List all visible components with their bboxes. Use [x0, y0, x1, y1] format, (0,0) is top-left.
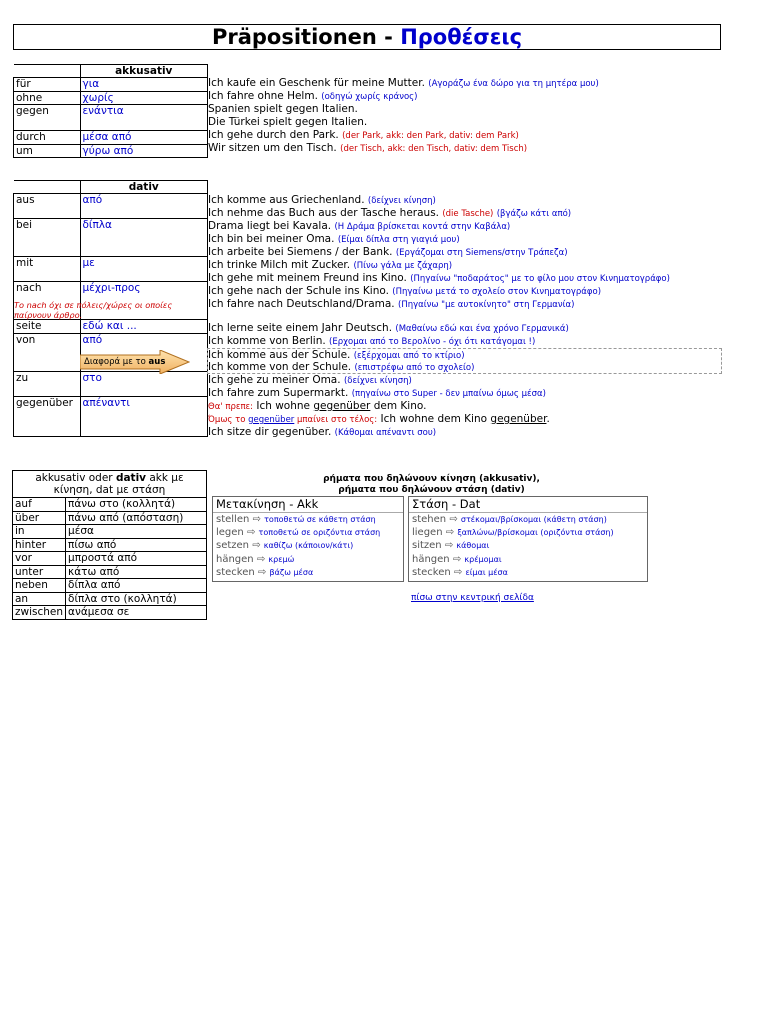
prep-translation: δίπλα στο (κολλητά)	[66, 592, 207, 606]
prep-translation: ανάμεσα σε	[66, 606, 207, 620]
prep-translation: κάτω από	[66, 565, 207, 579]
example-sentence: Θα' πρεπε: Ich wohne gegenüber dem Kino.	[208, 400, 427, 412]
example-sentence: Ich arbeite bei Siemens / der Bank. (Εργάζομαι στη Siemens/στην Τράπεζα)	[208, 246, 568, 258]
example-sentence: Ich gehe mit meinem Freund ins Kino. (Πηγαίνω "ποδαράτος" με το φίλο μου στον Κινηματογράφο)	[208, 272, 670, 284]
prep-translation: χωρίς	[80, 91, 208, 105]
example-sentence: Drama liegt bei Kavala. (Η Δράμα βρίσκεται κοντά στην Καβάλα)	[208, 220, 511, 232]
table-row: bei	[14, 219, 81, 257]
table-row: unter	[13, 565, 66, 579]
example-sentence: Ich fahre nach Deutschland/Drama. (Πηγαίνω "με αυτοκίνητο" στη Γερμανία)	[208, 298, 575, 310]
example-sentence: Ich nehme das Buch aus der Tasche heraus. (die Tasche) (βγάζω κάτι από)	[208, 207, 572, 219]
arrow-right-icon: ⇨	[445, 527, 455, 539]
table-row: seite	[14, 320, 81, 334]
list-item: hängen ⇨ κρέμομαι	[412, 553, 502, 565]
table-row: zu	[14, 371, 81, 396]
example-sentence: Ich sitze dir gegenüber. (Κάθομαι απέναντι σου)	[208, 426, 437, 438]
prep-translation: απέναντι	[80, 396, 208, 436]
example-sentence: Spanien spielt gegen Italien.	[208, 103, 358, 115]
table-row: an	[13, 592, 66, 606]
example-sentence: Ich gehe durch den Park. (der Park, akk: den Park, dativ: dem Park)	[208, 129, 519, 141]
table-row: zwischen	[13, 606, 66, 620]
akk-oder-dativ-table	[12, 470, 207, 620]
prep-translation: πίσω από	[66, 538, 207, 552]
prep-translation: στο	[80, 371, 208, 396]
example-sentence: Ich komme aus Griechenland. (δείχνει κίνηση)	[208, 194, 436, 206]
back-to-main-page-link[interactable]: πίσω στην κεντρική σελίδα	[411, 593, 534, 603]
table-row: nach	[14, 282, 81, 320]
nach-note: Το nach όχι σε πόλεις/χώρες οι οποίες παίρνουν άρθρο.	[14, 300, 173, 320]
example-sentence: Ich trinke Milch mit Zucker. (Πίνω γάλα με ζάχαρη)	[208, 259, 453, 271]
table-row: für	[14, 78, 81, 92]
table-row: über	[13, 511, 66, 525]
list-item: sitzen ⇨ κάθομαι	[412, 540, 490, 552]
page-title	[13, 24, 721, 50]
akkusativ-header: akkusativ	[80, 65, 208, 78]
arrow-right-icon: ⇨	[257, 566, 267, 578]
table-row: um	[14, 144, 81, 158]
prep-translation: πάνω από (απόσταση)	[66, 511, 207, 525]
table-row: ohne	[14, 91, 81, 105]
list-item: legen ⇨ τοποθετώ σε οριζόντια στάση	[216, 527, 381, 539]
prep-translation: γύρω από	[80, 144, 208, 158]
prep-translation: για	[80, 78, 208, 92]
prep-translation: από	[80, 194, 208, 219]
example-sentence: Ich gehe zu meiner Oma. (δείχνει κίνηση)	[208, 374, 412, 386]
arrow-right-icon: ⇨	[444, 540, 454, 552]
table-row: vor	[13, 552, 66, 566]
movement-verbs-panel	[212, 496, 404, 582]
example-sentence: Ich komme aus der Schule. (εξέρχομαι από το κτίριο)	[208, 349, 465, 361]
example-sentence: Ich komme von der Schule. (επιστρέφω από το σχολείο)	[208, 361, 475, 373]
table-row: aus	[14, 194, 81, 219]
table-row: mit	[14, 257, 81, 282]
prep-translation: ενάντια	[80, 105, 208, 131]
example-sentence: Ich komme von Berlin. (Ερχομαι από το Βερολίνο - όχι ότι κατάγομαι !)	[208, 335, 536, 347]
dativ-header: dativ	[80, 181, 208, 194]
list-item: hängen ⇨ κρεμώ	[216, 553, 295, 565]
arrow-right-icon: ⇨	[252, 514, 261, 525]
example-sentence: Wir sitzen um den Tisch. (der Tisch, akk: den Tisch, dativ: dem Tisch)	[208, 142, 528, 154]
table-row: hinter	[13, 538, 66, 552]
prep-translation: μέχρι-προς	[80, 282, 208, 320]
example-sentence: Ich kaufe ein Geschenk für meine Mutter. (Αγοράζω ένα δώρο για τη μητέρα μου)	[208, 77, 599, 89]
prep-translation: μέσα από	[80, 131, 208, 145]
example-sentence: Ich fahre zum Supermarkt. (πηγαίνω στο Super - δεν μπαίνω όμως μέσα)	[208, 387, 546, 399]
arrow-right-icon: ⇨	[449, 514, 458, 525]
example-sentence: Ich gehe nach der Schule ins Kino. (Πηγαίνω μετά το σχολείο στον Κινηματογράφο)	[208, 285, 602, 297]
list-item: stecken ⇨ είμαι μέσα	[412, 566, 508, 578]
panel-title: Στάση - Dat	[409, 497, 647, 513]
prep-translation: από	[80, 333, 208, 371]
table-row: gegen	[14, 105, 81, 131]
table-row: in	[13, 525, 66, 539]
example-sentence: Ich lerne seite einem Jahr Deutsch. (Μαθαίνω εδώ και ένα χρόνο Γερμανικά)	[208, 322, 569, 334]
prep-translation: με	[80, 257, 208, 282]
table-row: neben	[13, 579, 66, 593]
arrow-right-icon: ⇨	[246, 527, 256, 539]
table-row: von	[14, 333, 81, 371]
table-row: auf	[13, 498, 66, 512]
list-item: stehen ⇨ στέκομαι/βρίσκομαι (κάθετη στάση)	[412, 514, 607, 525]
akkusativ-table	[13, 64, 208, 158]
prep-translation: δίπλα από	[66, 579, 207, 593]
list-item: setzen ⇨ καθίζω (κάποιον/κάτι)	[216, 540, 354, 552]
example-sentence: Die Türkei spielt gegen Italien.	[208, 116, 368, 128]
panel-title: Μετακίνηση - Akk	[213, 497, 403, 513]
arrow-right-icon: ⇨	[256, 553, 266, 565]
table-row: gegenüber	[14, 396, 81, 436]
title-greek: Προθέσεις	[400, 25, 523, 49]
example-sentence: Ich fahre ohne Helm. (οδηγώ χωρίς κράνος)	[208, 90, 418, 102]
prep-translation: πάνω στο (κολλητά)	[66, 498, 207, 512]
list-item: stellen ⇨ τοποθετώ σε κάθετη στάση	[216, 514, 376, 525]
arrow-label: Διαφορά με το aus	[84, 357, 166, 367]
arrow-right-icon: ⇨	[453, 566, 463, 578]
example-sentence: Ich bin bei meiner Oma. (Είμαι δίπλα στη γιαγιά μου)	[208, 233, 460, 245]
arrow-right-icon: ⇨	[252, 540, 261, 552]
table-row: durch	[14, 131, 81, 145]
akk-oder-dativ-header: akkusativ oder dativ akk με κίνηση, dat με στάση	[13, 471, 207, 498]
verbs-heading: ρήματα που δηλώνουν κίνηση (akkusativ), ρήματα που δηλώνουν στάση (dativ)	[323, 474, 540, 495]
arrow-right-icon: ⇨	[452, 553, 462, 565]
prep-translation: εδώ και ...	[80, 320, 208, 334]
prep-translation: μέσα	[66, 525, 207, 539]
title-german: Präpositionen -	[211, 25, 401, 49]
list-item: liegen ⇨ ξαπλώνω/βρίσκομαι (οριζόντια στάση)	[412, 527, 614, 539]
prep-translation: δίπλα	[80, 219, 208, 257]
example-sentence: Όμως το gegenüber μπαίνει στο τέλος: Ich wohne dem Kino gegenüber.	[208, 413, 550, 425]
list-item: stecken ⇨ βάζω μέσα	[216, 566, 314, 578]
prep-translation: μπροστά από	[66, 552, 207, 566]
position-verbs-panel	[408, 496, 648, 582]
